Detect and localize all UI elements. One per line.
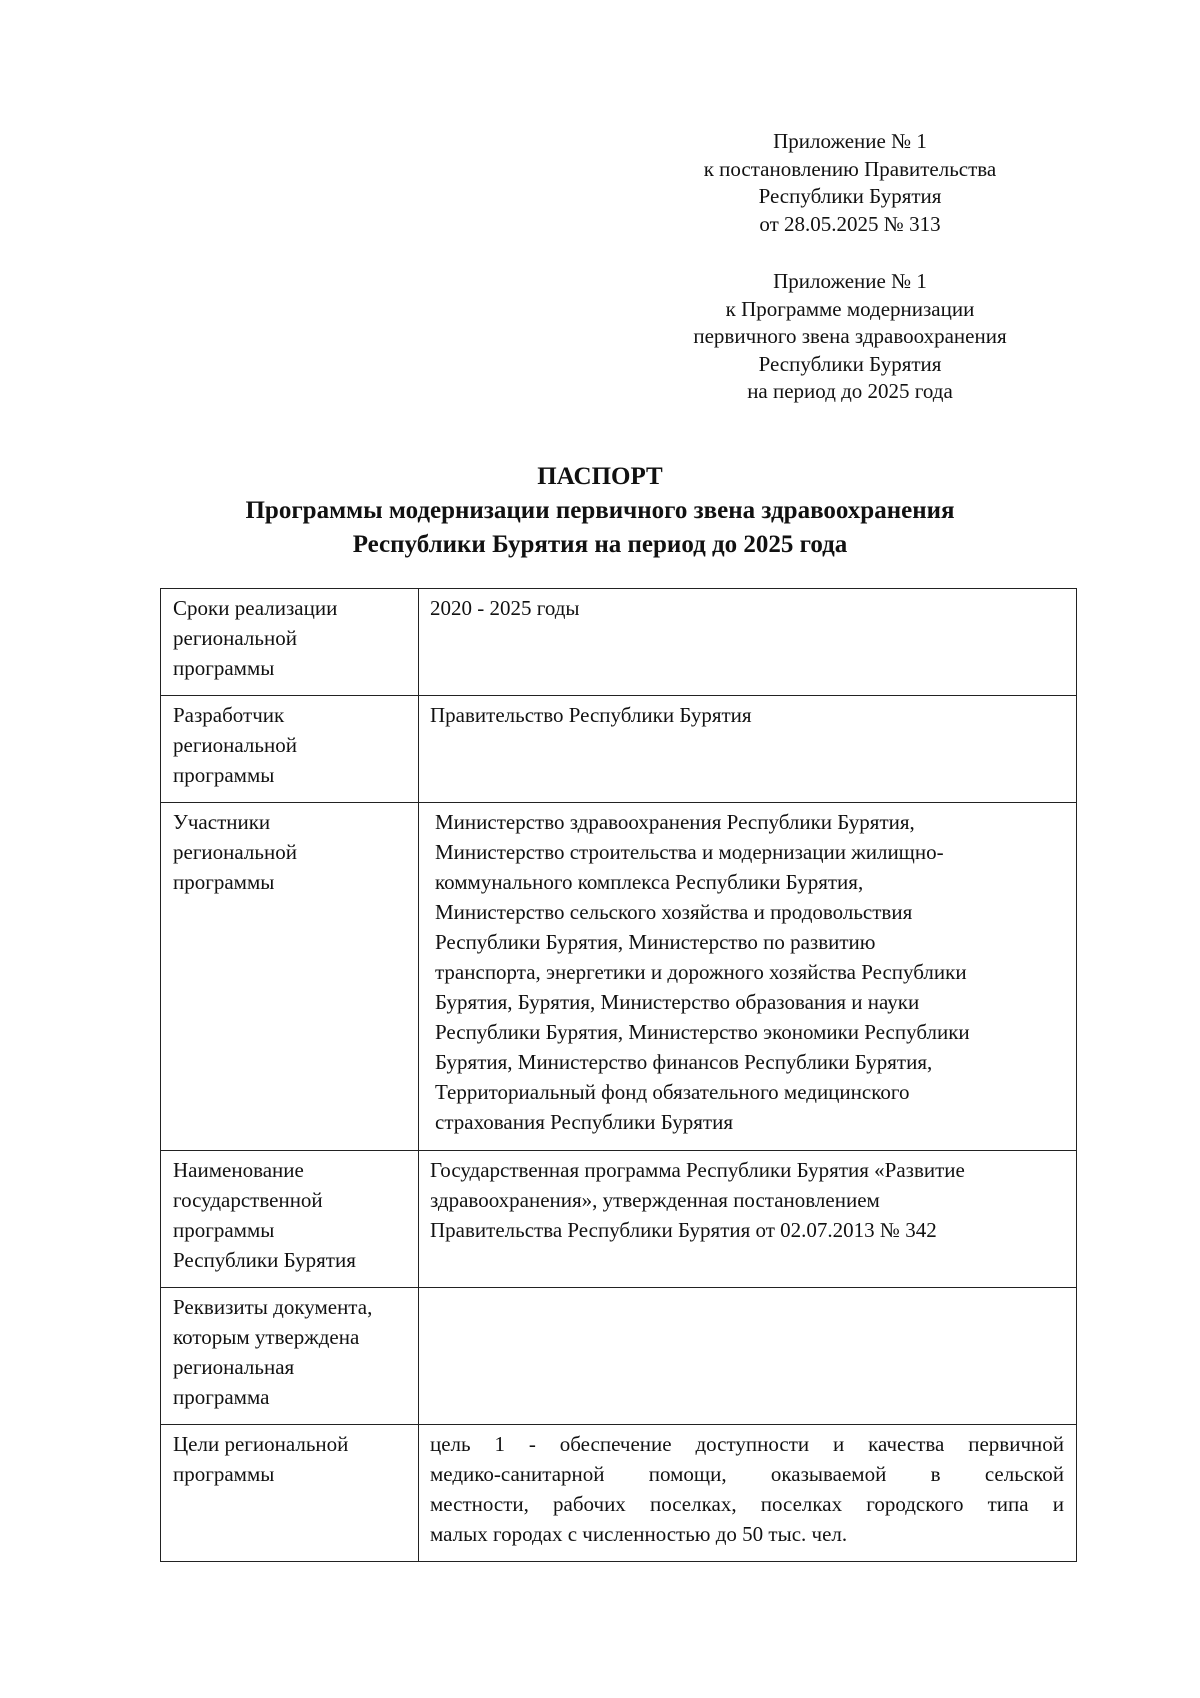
row-label-line: программа — [173, 1385, 270, 1409]
row-label-line: Разработчик — [173, 703, 285, 727]
row-label-cell — [161, 1288, 419, 1425]
row-value-cell — [419, 696, 1077, 803]
row-value-line: Республики Бурятия, Министерство экономики Республики — [435, 1020, 970, 1044]
table-row — [161, 803, 1077, 1151]
row-value-line: местности, рабочих поселках, поселках городского типа и — [430, 1492, 1064, 1516]
row-label-line: программы — [173, 1218, 275, 1242]
table-row — [161, 1288, 1077, 1425]
annex-program-line: к Программе модернизации — [725, 296, 975, 321]
row-label-line: Цели региональной — [173, 1432, 349, 1456]
row-value-line: Министерство строительства и модернизации жилищно- — [435, 840, 944, 864]
title-heading: ПАСПОРТ — [537, 463, 663, 490]
passport-table — [160, 588, 1077, 1562]
row-label-line: государственной — [173, 1188, 323, 1212]
title-line: Республики Бурятия на период до 2025 года — [352, 531, 848, 558]
row-label-line: программы — [173, 870, 275, 894]
row-value-line: Министерство сельского хозяйства и продовольствия — [435, 900, 913, 924]
row-value-line: Республики Бурятия, Министерство по развитию — [435, 930, 876, 954]
annex-resolution-block — [620, 128, 1080, 238]
row-label-line: Участники — [173, 810, 271, 834]
row-value-line: Правительство Республики Бурятия — [430, 703, 752, 727]
row-label-line: программы — [173, 763, 275, 787]
row-value-line: страхования Республики Бурятия — [435, 1110, 733, 1134]
annex-program-line: на период до 2025 года — [747, 379, 953, 403]
row-value-line: Правительства Республики Бурятия от 02.07.2013 № 342 — [430, 1218, 937, 1242]
row-value-line: медико-санитарной помощи, оказываемой в сельской — [430, 1462, 1064, 1486]
annex-resolution-line: Республики Бурятия — [758, 184, 942, 208]
row-value-cell-empty — [419, 1288, 1077, 1425]
row-value-line: малых городах с численностью до 50 тыс. чел. — [430, 1522, 848, 1546]
annex-program-block — [620, 268, 1080, 406]
table-row — [161, 1425, 1077, 1562]
row-value-cell — [419, 589, 1077, 696]
annex-program-line: первичного звена здравоохранения — [693, 324, 1007, 348]
row-label-line: Реквизиты документа, — [173, 1295, 373, 1319]
row-value-cell — [419, 1425, 1077, 1562]
table-row — [161, 696, 1077, 803]
annex-resolution-line: от 28.05.2025 № 313 — [759, 211, 941, 236]
row-label-cell — [161, 589, 419, 696]
row-label-line: региональной — [173, 626, 297, 650]
row-value-line: коммунального комплекса Республики Бурятия, — [435, 870, 864, 894]
row-label-cell — [161, 696, 419, 803]
row-label-line: региональная — [173, 1355, 295, 1379]
row-value-cell — [419, 1151, 1077, 1288]
row-label-line: Сроки реализации — [173, 596, 338, 620]
row-label-line: региональной — [173, 840, 297, 864]
row-label-cell — [161, 1151, 419, 1288]
table-row — [161, 589, 1077, 696]
row-value-line: транспорта, энергетики и дорожного хозяйства Республики — [435, 960, 967, 984]
row-value-line: здравоохранения», утвержденная постановлением — [430, 1188, 880, 1212]
row-value-cell — [419, 803, 1077, 1151]
annex-program-line: Республики Бурятия — [758, 351, 942, 376]
row-label-line: программы — [173, 656, 275, 680]
row-label-cell — [161, 803, 419, 1151]
row-value-line: Территориальный фонд обязательного медицинского — [435, 1080, 910, 1104]
row-label-line: программы — [173, 1462, 275, 1486]
row-label-line: Республики Бурятия — [173, 1248, 356, 1272]
row-value-line: цель 1 - обеспечение доступности и качества первичной — [430, 1432, 1064, 1456]
annex-program-line: Приложение № 1 — [773, 269, 927, 293]
row-label-cell — [161, 1425, 419, 1562]
row-label-line: Наименование — [173, 1158, 304, 1182]
row-value-line: Государственная программа Республики Бурятия «Развитие — [430, 1158, 965, 1182]
row-value-line: Министерство здравоохранения Республики Бурятия, — [435, 810, 915, 834]
annex-resolution-line: Приложение № 1 — [773, 129, 927, 153]
row-value-line: Бурятия, Министерство финансов Республики Бурятия, — [435, 1050, 933, 1074]
table-row — [161, 1151, 1077, 1288]
row-label-line: региональной — [173, 733, 297, 757]
row-value-line: Бурятия, Бурятия, Министерство образования и науки — [435, 990, 920, 1014]
title-line: Программы модернизации первичного звена здравоохранения — [245, 497, 955, 524]
annex-resolution-line: к постановлению Правительства — [703, 156, 997, 181]
row-label-line: которым утверждена — [173, 1325, 360, 1349]
document-title — [100, 460, 1100, 562]
row-value-line: 2020 - 2025 годы — [430, 596, 580, 620]
